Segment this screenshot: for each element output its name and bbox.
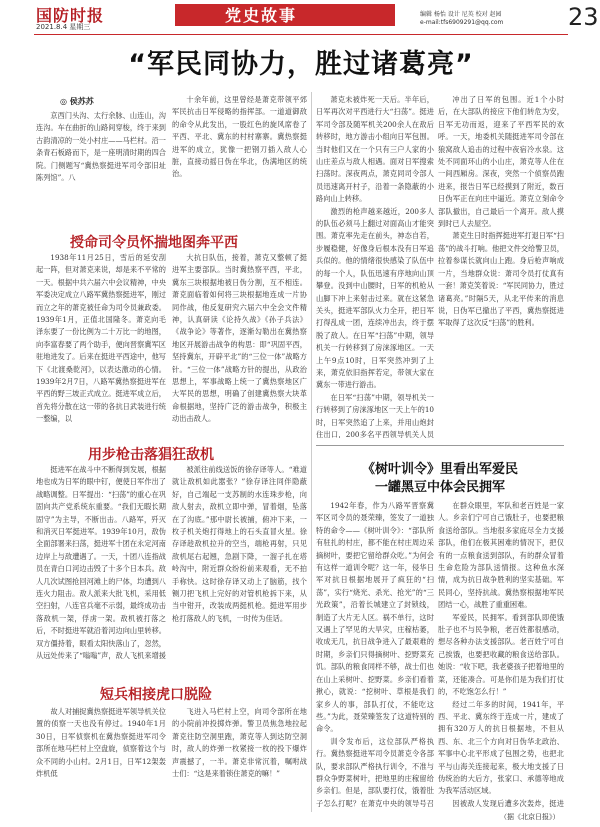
byline: ◎ 侯苏苏 (60, 96, 94, 106)
contact-email: e-mail:tfs6909291@qq.com (420, 19, 504, 26)
newspaper-logo: 国防时报 (36, 6, 105, 25)
section-title: 党史故事 (225, 6, 298, 25)
subhead-1: 授命司令员怀揣地图奔平西 (70, 235, 238, 251)
issue-date: 2021.8.4 星期三 (36, 23, 91, 31)
source-credit: （据《北京日报》） (500, 813, 560, 821)
subhead-3: 短兵相接虎口脱险 (100, 687, 212, 703)
col2-section1: 大抗日队伍，接着，萧克又整顿了挺进军主要部队。当时冀热察平西，平北，冀东三块根据地被日伪分割，互不相连。萧克面临着如何将三块根据地连成一片协同作战，他反复研究六届六中全会文件精神，认真研读《论持久战》《孙子兵法》《战争论》等著作，逐渐勾勒出在冀热察地区开展游击战争的构思：即“巩固平西，坚持冀东，开辟平北”的“三位一体”战略方针。“三位一体”战略方针的提出，从政治思想上，军事战略上统一了冀热察地区广大军民的思想，明确了创建冀热察大块革命根据地，坚持广泛的游击战争，积极主动出击敌人。 (172, 253, 307, 424)
page-number: 23 (568, 3, 599, 31)
masthead (0, 0, 600, 34)
subhead-4-line1: 《树叶训令》里看出军爱民 (361, 462, 518, 477)
col1-section2: 挺进军在战斗中不断得到发展，根据地也成为日军的眼中钉，便使日军作出了战略调整。日军提出：“扫荡”的重心在巩固向共产党系统东重要。“我们无暇长期固守”为主导，不断出击。八路军，歼灭和消灭日军挺进军。1939年10月，敌伪全面部署来扫荡，挺进军十团在永定河南边岸上与敌遭遇了。一天，十团八连指战员在青白口河边击毁了十多个日本兵。敌人几次试图抢回河滩上的尸体，均遭到八连火力阻击。敌人派来大批飞机，采用低空扫射，八连官兵毫不示弱，最终成功击落敌机一架，俘虏一架。敌机被打落之后，不时挺进军就沿着河边向山里转移。双方僵持着，眼看太阳快落山了，忽然，从远处传来了“嗡嗡”声，敌人飞机来增援 (36, 465, 166, 661)
col1-intro: 京西门头沟、太行余脉、山连山，沟连沟。车在曲折的山路间穿梭，终于来到古韵清凉的一处小村庄——马栏村。沿一条青石板路而下，是一座明清时期的四合院。门侧题写“冀热察挺进军司令部旧址陈列馆”。八 (36, 111, 166, 183)
article-headline: “军民同协力，胜过诸葛亮” (128, 49, 474, 80)
col2-section3: 飞进入马栏村上空，向司令部所在地的小院前冲投掷炸弹。警卫员焦急地拉起萧克往防空洞里跑，萧克等人到达防空洞时，敌人的炸弹一枚紧接一枚的投下爆炸声震撼了，一半。萧克非常沉着，嘱咐战士们：“这是来着锁住萧克的嘛！” (172, 707, 307, 779)
masthead-divider (34, 34, 568, 35)
col4-lower: 在群众眼里，军队和老百姓是一家人。乡亲们宁可自己饿肚子，也要把粮食送给部队。当地很多家庭尽全力支援部队，他们在极其困难的情况下，把仅有的一点粮食送到部队，有的群众冒着生命危险为部队送情报。这种鱼水深情，成为抗日战争胜利的坚实基础。军民同心，坚持抗战。冀热察根据地军民团结一心，战胜了重重困难。 军爱民，民拥军。看到部队即使饿肚子也不与民争粮，老百姓都很感动，想尽各种办法支援部队。老百姓宁可自己挨饿，也要把收藏的粮食送给部队。她说：“收下吧，我老婆孩子把着地里的菜，还能凑合。可是你们是为我们打仗的，不吃饱怎么行！” 经过二年多的时间，1941年，平西、平北、冀东终于连成一片，建成了拥有320万人的抗日根据地，不但从西、东、北三个方向对日伪华北政治、军事中心北平形成了包围之势，也把北平与山海关连接起来，极大地支援了日伪统治的大后方，张家口、承德等地成为我军活动区域。 因被敌人发现后遭多次轰炸，挺进 (438, 501, 564, 808)
col3-lower: 1942年春，作为八路军晋察冀军区司令员的聂荣臻，签发了一道独特的命令——《树叶训令》：“部队所有驻扎的村庄，都不能在村庄周边采摘树叶，要把它留给群众吃。”为何会有这样一道训令呢？这一年，侵华日军对抗日根据地展开了疯狂的“扫荡”，实行“烧光、杀光、抢光”的“三光政策”，沿着长城建立了封锁线，制造了大片无人区。祸不单行，这时又遇上了罕见的大旱灾，庄稼枯萎，收成无几，抗日战争进入了最艰难的时期，乡亲们只得摘树叶、挖野菜充饥。部队的粮食同样不够，战士们也在山上采树叶、挖野菜。乡亲们看着揪心，就说：“挖树叶、草根是我们家乡人的事，部队打仗，不能吃这些。”为此，聂荣臻签发了这道特别的命令。 训令发布后，这位部队严格执行。冀热察挺进军司令员萧克令各部队，要求部队严格执行训令，不准与群众争野菜树叶，把地里的庄稼留给乡亲们。但是，部队要打仗，饿着肚子怎么打呢？在萧克中央的领导号召 (316, 501, 434, 808)
col1-section1: 1938年11月25日，雪后的延安刮起一阵，但对萧克来说，却是来不平常的一天。根据中共六届六中会议精神，中央军委决定成立八路军冀热察挺进军，刚过而立之年的萧克被任命为司令员兼政委。1939年1月，正值北国隆冬。萧克向毛泽东要了一份比例为二十万比一的地图，向李富春要了两个助手，便向晋察冀军区驻地进发了。后来在挺进平西途中，他写下《北渡桑乾河》，以表达激动的心情。1939年2月7日，八路军冀热察挺进军在平西的野三坡正式成立。挺进军成立后，首先将分散在这一带的各抗日武装进行统一整编，以 (36, 253, 166, 424)
subhead-2: 用步枪击落猖狂敌机 (88, 447, 214, 463)
col1-section3: 故人对捕捉冀热察挺进军领导机关位置的侦察一天也没有停过。1940年1月30日，日军侦察机在冀热察挺进军司令部所在地马栏村上空盘旋，侦察着这个与众不同的小山村。2月1日，日军12架轰炸机低 (36, 707, 166, 779)
section-divider (316, 445, 564, 446)
editor-credits: 编辑 杨怡 设计 尼英 校对 赵园 (420, 11, 502, 18)
col4-upper: 冲出了日军的包围。近1个小时后，在大部队的接应下他们转危为安，日军无功而返，迎来了平西军民的欢呼。一天，地委机关随挺进军司令部在狼窝敌人追击的过程中夜宿冷水泉。这处不同面环山的小山庄，萧克等人住在一间西厢房。深夜，突然一个侦察员跑进来，报告日军已经摸到了附近，数百日伪军正在向庄中逼近。萧克立刻命令部队撤出，自己最后一个离开。敌人摸到时已人去屋空。 萧克生日时指挥挺进军打退日军“扫荡”的战斗打响。他把文件交给警卫员，拉着参谋长就向山上跑。身后枪声响成一片，当地群众说：萧司令员打仗真有一套！萧克笑着说：“军民同协力，胜过诸葛亮。”时隔5天，从北平传来的消息说，日伪军已撤出了平西，冀热察挺进军取得了这次反“扫荡”的胜利。 (438, 95, 564, 328)
column-divider (311, 92, 312, 812)
subhead-4-line2: 一罐黑豆中体会民拥军 (374, 480, 505, 495)
col2-intro: 十余年前，这里曾经是萧克带领平郊军民抗击日军侵略的指挥部。一道道御敌的命令从此发出，一股红色的旋风席卷了平西、平北、冀东的村村寨寨。冀热察挺进军的成立，犹像一把钢刀插入敌人心脏，直接动摇日伪在华北，伪满地区的统治。 (172, 95, 307, 179)
col2-section2: 被派往前线送饭的徐存译等人。“难道就让敌机如此嚣张？”徐存译注同伴隐蔽好，自己端起一支苏制的水连珠步枪，向敌人射去，敌机立即中弹，冒着烟，坠落在了沟底。”那中尉长被捕，俯冲下来，一枚子机关炮打得地上的石头直冒火星。徐存译趁敌机拉升的空当，端枪再射，只见敌机尾右起翘，急剧下降，一溜子扎在塔岭沟中，附近群众纷纷前来观看，无不拍手称快。这时徐存译又动上了脑筋，找个铡刀把飞机上完好的对管机枪拆下来，从当中钳开，改装成两挺机枪。挺进军用步枪打落敌人的飞机，一时传为佳话。 (172, 465, 307, 623)
col3-upper: 萧克未被炸死一天后。半年后，日军再次对平西进行大“扫荡”。挺进军司令部及随军机关200余人在敌后转移时，地方游击小组向日军包围。当时他们又在一个只有三户人家的小山庄差点与敌人相遇。面对日军搜索扫荡时。深夜两点，萧克同司令部人员迅速离开村子，沿着一条隐蔽的小路向山上转移。 激烈的枪声越来越近，200多人的队伍必须马上翻过对面高山才能突围。萧克率先走在前头，神态自若，步履稳健，好像身后根本没有日军追兵似的。他的情绪很快感染了队伍中的每一个人，队伍迅速有序地向山顶攀登。没到中山腰时，日军的机枪从山脚下冲上来射击过来。就在这紧急关头，挺进军部队火力全开，把日军打得乱成一团，连续冲出去，终于摆脱了敌人。在日军“扫荡”中期，领导机关一行转移到了房涞涿地区。一天上午9点10时，日军突然冲到了上来，萧克依旧指挥若定，带领大家在冀东一带进行游击。 在日军“扫荡”中期，领导机关一行转移到了房涞涿地区一天上午的10时，日军突然追了上来，并用山炮封住出口，200多名平西领导机关人员 (316, 95, 434, 438)
